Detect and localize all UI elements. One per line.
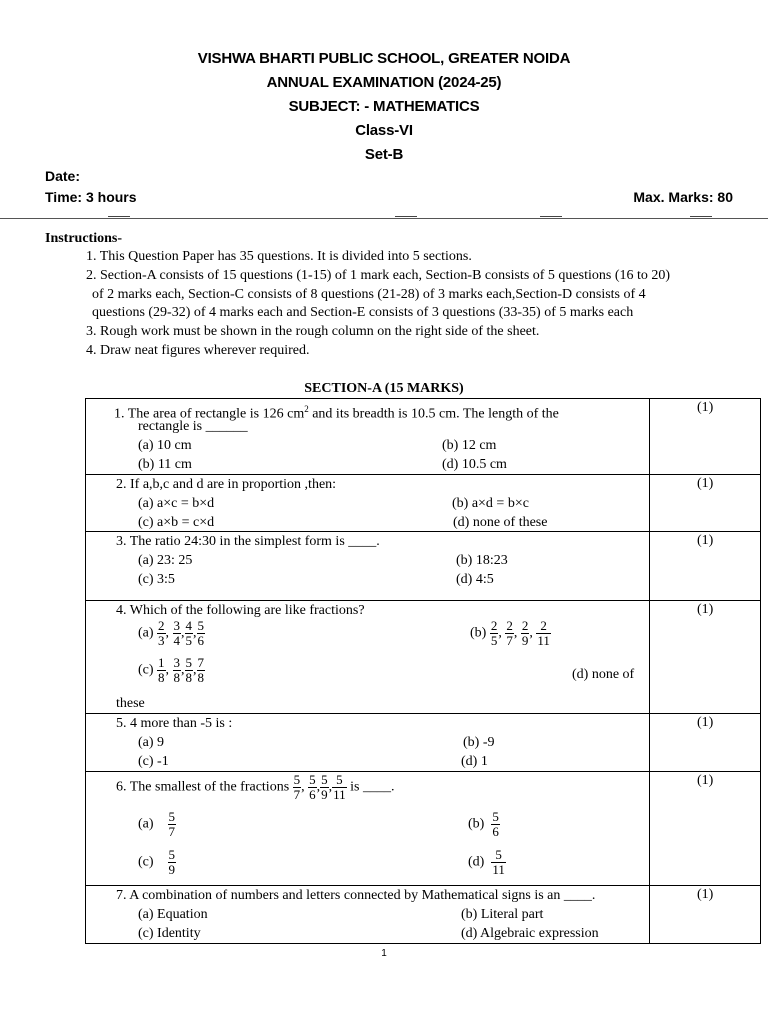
instruction-line: of 2 marks each, Section-C consists of 8 questions (21-28) of 3 marks each,Section-D consists of 4	[92, 287, 646, 302]
fraction: $\frac{5}{6}$	[492, 809, 499, 839]
option-c: (c) -1	[138, 754, 169, 769]
option-b: (b) a×d = b×c	[452, 496, 529, 511]
instruction-line: 3. Rough work must be shown in the rough column on the right side of the sheet.	[86, 324, 540, 339]
marks-value: (1)	[696, 400, 714, 415]
section-a-title: SECTION-A (15 MARKS)	[304, 381, 464, 396]
question-stem: 3. The ratio 24:30 in the simplest form is ____.	[116, 534, 380, 549]
subject-title: SUBJECT: - MATHEMATICS	[288, 98, 480, 115]
instruction-line: questions (29-32) of 4 marks each and Section-E consists of 3 questions (33-35) of 5 marks each	[92, 305, 634, 320]
question-stem: 2. If a,b,c and d are in proportion ,then:	[116, 477, 337, 492]
fraction: $\frac{5}{9}$	[168, 847, 176, 877]
option-d: (d) 10.5 cm	[442, 457, 507, 472]
fraction: $\frac{5}{7}$	[168, 809, 176, 839]
fraction: $\frac{3}{4}$	[173, 618, 181, 648]
marks-value: (1)	[696, 476, 714, 491]
option-c: (c) 3:5	[138, 572, 175, 587]
questions-table	[85, 398, 761, 944]
question-row	[86, 475, 761, 532]
option-b: (b) 18:23	[456, 553, 508, 568]
divider-dash	[395, 216, 417, 217]
header-divider	[0, 218, 768, 219]
option-d: (d) none of these	[453, 515, 548, 530]
marks-value: (1)	[696, 773, 714, 788]
option-d: (d) 4:5	[456, 572, 494, 587]
question-row	[86, 532, 761, 601]
marks-cell	[650, 772, 761, 886]
option-c: (c) Identity	[138, 926, 201, 941]
fraction: $\frac{5}{6}$	[197, 618, 205, 648]
question-cell	[86, 601, 650, 714]
instruction-line: 2. Section-A consists of 15 questions (1-15) of 1 mark each, Section-B consists of 5 questions (16 to 20)	[86, 268, 671, 283]
fraction: $\frac{3}{8}$	[173, 655, 181, 685]
option-a: (a) 10 cm	[138, 438, 192, 453]
option-d: (d) $\frac{5}{11}$	[468, 847, 505, 877]
marks-cell	[650, 532, 761, 601]
option-d: (d) none of	[572, 667, 635, 682]
fraction: $\frac{5}{11}$	[333, 772, 346, 802]
fraction: $\frac{2}{3}$	[158, 618, 165, 648]
marks-cell	[650, 399, 761, 475]
marks-cell	[650, 886, 761, 944]
marks-cell	[650, 475, 761, 532]
fraction: $\frac{5}{11}$	[492, 847, 505, 877]
instruction-line: 4. Draw neat figures wherever required.	[86, 343, 310, 358]
question-row	[86, 772, 761, 886]
option-c: (c) $\frac{1}{8}$ , $\frac{3}{8}$ , $\frac{5}{8}$ , $\frac{7}{8}$	[138, 655, 205, 685]
marks-value: (1)	[696, 715, 714, 730]
fraction: $\frac{7}{8}$	[197, 655, 205, 685]
fraction: $\frac{5}{7}$	[293, 772, 301, 802]
option-a: (a) 9	[138, 735, 165, 750]
option-a: (a) 23: 25	[138, 553, 193, 568]
marks-cell	[650, 601, 761, 714]
option-a: (a) $\frac{2}{3}$ , $\frac{3}{4}$ , $\frac{4}{5}$ , $\frac{5}{6}$	[138, 618, 205, 648]
option-d-wrap: these	[116, 696, 145, 711]
option-b: (b) $\frac{2}{5}$ , $\frac{2}{7}$ , $\frac{2}{9}$ , $\frac{2}{11}$	[470, 618, 550, 648]
fraction: $\frac{4}{5}$	[185, 618, 193, 648]
question-row	[86, 714, 761, 772]
date-label: Date:	[45, 168, 81, 184]
option-a: (a) $\frac{5}{7}$	[138, 809, 176, 839]
fraction: $\frac{2}{5}$	[490, 618, 498, 648]
option-d: (d) Algebraic expression	[461, 926, 599, 941]
marks-cell	[650, 714, 761, 772]
option-b: (b) $\frac{5}{6}$	[468, 809, 499, 839]
question-cell	[86, 886, 650, 944]
question-row	[86, 399, 761, 475]
option-b: (b) -9	[463, 735, 495, 750]
fraction: $\frac{1}{8}$	[158, 655, 165, 685]
set-label: Set-B	[364, 146, 404, 163]
divider-dash	[108, 216, 130, 217]
page-number: 1	[381, 948, 387, 959]
marks-value: (1)	[696, 602, 714, 617]
time-label: Time: 3 hours	[45, 189, 137, 205]
exam-title: ANNUAL EXAMINATION (2024-25)	[266, 74, 502, 91]
question-stem: 1. The area of rectangle is 126 $cm^2$ and its breadth is 10.5 cm. The length of the	[114, 404, 559, 422]
school-name: VISHWA BHARTI PUBLIC SCHOOL, GREATER NOIDA	[197, 50, 571, 67]
fraction: $\frac{5}{6}$	[309, 772, 316, 802]
question-cell	[86, 399, 650, 475]
option-b: (b) Literal part	[461, 907, 544, 922]
question-cell	[86, 714, 650, 772]
fraction: $\frac{2}{11}$	[537, 618, 550, 648]
option-c: (b) 11 cm	[138, 457, 192, 472]
fraction: $\frac{5}{8}$	[185, 655, 193, 685]
divider-dash	[690, 216, 712, 217]
class-label: Class-VI	[355, 122, 413, 139]
max-marks-label: Max. Marks: 80	[633, 189, 733, 205]
fraction: $\frac{2}{7}$	[506, 618, 513, 648]
option-a: (a) a×c = b×d	[138, 496, 215, 511]
marks-value: (1)	[696, 887, 714, 902]
marks-value: (1)	[696, 533, 714, 548]
divider-dash	[540, 216, 562, 217]
question-stem: 7. A combination of numbers and letters connected by Mathematical signs is an ____.	[116, 888, 596, 903]
fraction: $\frac{5}{9}$	[321, 772, 328, 802]
option-d: (d) 1	[461, 754, 488, 769]
question-row	[86, 886, 761, 944]
question-stem: 4. Which of the following are like fractions?	[116, 603, 365, 618]
option-b: (b) 12 cm	[442, 438, 497, 453]
question-stem: 5. 4 more than -5 is :	[116, 716, 233, 731]
question-stem-cont: rectangle is ______	[138, 419, 248, 434]
option-a: (a) Equation	[138, 907, 208, 922]
question-cell	[86, 475, 650, 532]
option-c: (c) $\frac{5}{9}$	[138, 847, 176, 877]
question-stem: 6. The smallest of the fractions $\frac{5}{7}$ , $\frac{5}{6}$ , $\frac{5}{9}$ , $\frac{5}{11}$ is ____.	[116, 772, 395, 802]
fraction: $\frac{2}{9}$	[521, 618, 529, 648]
question-cell	[86, 772, 650, 886]
option-c: (c) a×b = c×d	[138, 515, 215, 530]
question-row	[86, 601, 761, 714]
instructions-title: Instructions-	[45, 231, 123, 246]
question-cell	[86, 532, 650, 601]
instruction-line: 1. This Question Paper has 35 questions. It is divided into 5 sections.	[86, 249, 472, 264]
